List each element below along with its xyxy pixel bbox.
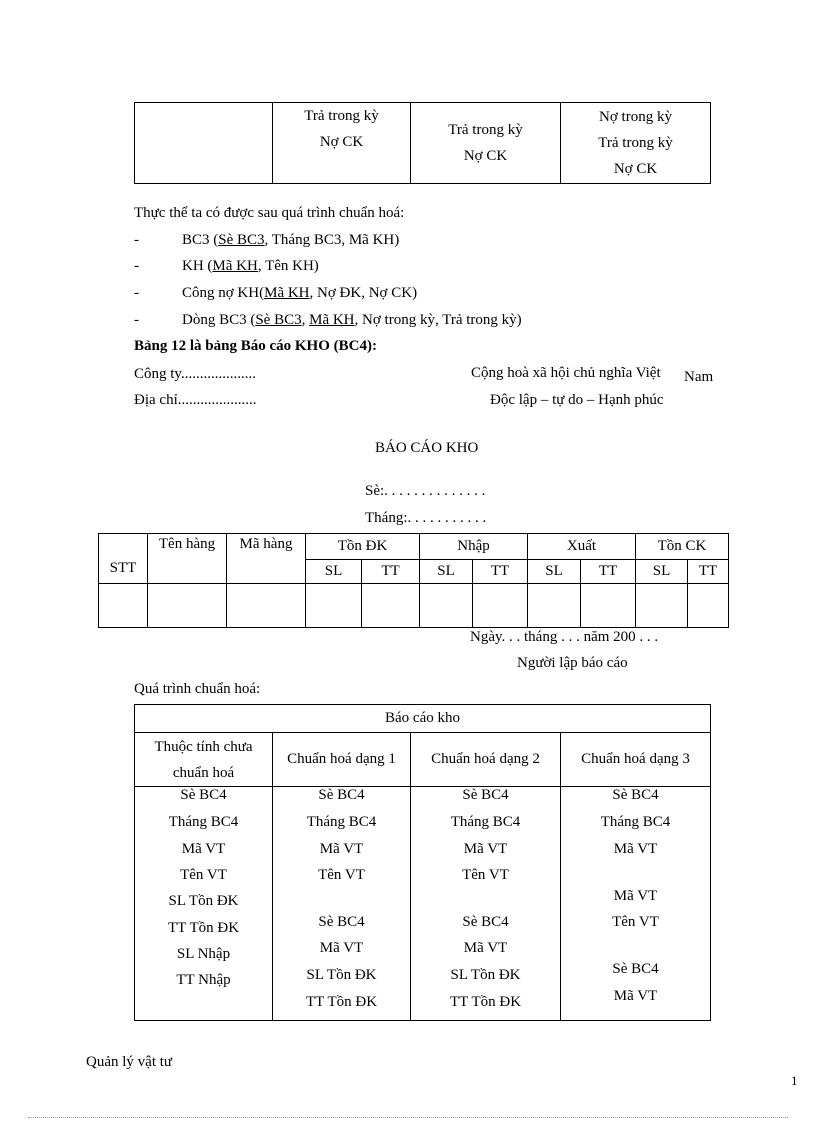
sub-tt bbox=[688, 560, 729, 584]
attr: Mã VT bbox=[613, 888, 658, 904]
entity-key: Mã KH bbox=[264, 285, 310, 301]
entity-text: , Tên KH) bbox=[257, 258, 319, 274]
col-xuat bbox=[528, 534, 636, 560]
bullet-dash: - bbox=[134, 312, 139, 328]
attr: Tên VT bbox=[318, 867, 365, 883]
header-1nf bbox=[273, 733, 411, 787]
sub-tt bbox=[473, 560, 528, 584]
col-label: TT bbox=[490, 563, 510, 579]
header-text: Thuộc tính chưa bbox=[154, 738, 253, 755]
top-table bbox=[134, 102, 711, 184]
col-ten-hang bbox=[148, 534, 227, 584]
cell-text: Trả trong kỳ bbox=[448, 122, 523, 138]
entity-cong-no-kh bbox=[182, 285, 417, 302]
attr: Tháng BC4 bbox=[168, 814, 239, 830]
empty-cell bbox=[473, 584, 528, 628]
address-line: Địa chỉ..................... bbox=[134, 392, 257, 408]
attr: SL Tồn ĐK bbox=[168, 893, 239, 909]
header-text: Chuẩn hoá dạng 2 bbox=[431, 751, 540, 767]
attr: TT Nhập bbox=[176, 972, 231, 988]
header-2nf bbox=[411, 733, 561, 787]
header-unnormalized bbox=[135, 733, 273, 787]
attr: TT Tồn ĐK bbox=[167, 920, 240, 936]
empty-cell bbox=[148, 584, 227, 628]
col-label: TT bbox=[381, 563, 400, 579]
page-bottom-border bbox=[28, 1117, 788, 1118]
attr: Mã VT bbox=[181, 841, 226, 857]
attr: Sè BC4 bbox=[462, 914, 509, 930]
empty-cell bbox=[420, 584, 473, 628]
attr: Tháng BC4 bbox=[450, 814, 521, 830]
col-nhap bbox=[420, 534, 528, 560]
attr: TT Tồn ĐK bbox=[305, 994, 378, 1010]
attr: Sè BC4 bbox=[180, 787, 227, 803]
attr: Sè BC4 bbox=[612, 961, 659, 977]
col-2nf bbox=[411, 787, 561, 1021]
entity-key: Mã KH bbox=[309, 312, 355, 328]
entity-text: BC3 ( bbox=[182, 232, 219, 248]
sub-sl bbox=[420, 560, 473, 584]
report-signer: Người lập báo cáo bbox=[517, 655, 628, 671]
attr: Tên VT bbox=[180, 867, 227, 883]
col-label: Tồn CK bbox=[657, 538, 707, 554]
entity-text: , Nợ trong kỳ, Trả trong kỳ) bbox=[354, 312, 522, 328]
sub-sl bbox=[528, 560, 581, 584]
bullet-dash: - bbox=[134, 258, 139, 274]
entity-bc3 bbox=[182, 232, 399, 249]
attr: Mã VT bbox=[319, 841, 364, 857]
col-label: SL bbox=[652, 563, 671, 579]
top-table-cell-4 bbox=[561, 103, 711, 184]
sub-tt bbox=[362, 560, 420, 584]
cell-text: Trả trong kỳ bbox=[598, 135, 673, 151]
bullet-dash: - bbox=[134, 285, 139, 301]
col-label: Tên hàng bbox=[158, 536, 216, 552]
entity-key: Sè BC3 bbox=[218, 232, 265, 248]
attr: SL Tồn ĐK bbox=[450, 967, 521, 983]
normalization-table bbox=[134, 704, 711, 1021]
attr: Mã VT bbox=[463, 940, 508, 956]
sub-tt bbox=[581, 560, 636, 584]
col-label: STT bbox=[109, 560, 137, 576]
empty-cell bbox=[688, 584, 729, 628]
attr: Sè BC4 bbox=[318, 914, 365, 930]
empty-cell bbox=[581, 584, 636, 628]
col-3nf bbox=[561, 787, 711, 1021]
national-title-end: Nam bbox=[684, 369, 714, 385]
col-ton-dk bbox=[306, 534, 420, 560]
report-date: Ngày. . . tháng . . . năm 200 . . . bbox=[470, 629, 659, 645]
header-text: Chuẩn hoá dạng 1 bbox=[287, 751, 396, 767]
top-table-cell-3 bbox=[411, 103, 561, 184]
report-table bbox=[98, 533, 729, 628]
report-title: BÁO CÁO KHO bbox=[375, 440, 479, 456]
empty-cell bbox=[528, 584, 581, 628]
empty-cell bbox=[227, 584, 306, 628]
col-ton-ck bbox=[636, 534, 729, 560]
top-table-cell-empty bbox=[135, 103, 273, 184]
section-heading: Bảng 12 là bảng Báo cáo KHO (BC4): bbox=[134, 338, 377, 354]
report-number: Sè:. . . . . . . . . . . . . . bbox=[365, 483, 486, 499]
entity-text: , Tháng BC3, Mã KH) bbox=[264, 232, 400, 248]
entity-text: Dòng BC3 ( bbox=[182, 312, 256, 328]
col-label: Mã hàng bbox=[239, 536, 293, 552]
col-label: Xuất bbox=[566, 538, 597, 554]
entity-key: Sè BC3 bbox=[255, 312, 302, 328]
attr: Tên VT bbox=[462, 867, 509, 883]
national-title: Cộng hoà xã hội chủ nghĩa Việt bbox=[471, 365, 661, 381]
entity-text: KH ( bbox=[182, 258, 213, 274]
footer-title: Quản lý vật tư bbox=[86, 1054, 173, 1070]
attr: TT Tồn ĐK bbox=[449, 994, 522, 1010]
entity-text: , Nợ ĐK, Nợ CK) bbox=[309, 285, 418, 301]
sub-sl bbox=[306, 560, 362, 584]
report-month: Tháng:. . . . . . . . . . . bbox=[365, 510, 487, 526]
attr: Sè BC4 bbox=[318, 787, 365, 803]
col-stt bbox=[99, 534, 148, 584]
col-label: TT bbox=[698, 563, 718, 579]
motto: Độc lập – tự do – Hạnh phúc bbox=[490, 392, 664, 408]
entity-text: Công nợ KH( bbox=[182, 285, 265, 301]
header-text: Chuẩn hoá dạng 3 bbox=[581, 751, 690, 767]
entity-key: Mã KH bbox=[212, 258, 258, 274]
empty-cell bbox=[362, 584, 420, 628]
col-1nf bbox=[273, 787, 411, 1021]
empty-cell bbox=[99, 584, 148, 628]
header-3nf bbox=[561, 733, 711, 787]
cell-text: Nợ CK bbox=[463, 148, 508, 164]
cell-text: Nợ trong kỳ bbox=[599, 109, 672, 125]
attr: Mã VT bbox=[463, 841, 508, 857]
attr: Tên VT bbox=[612, 914, 659, 930]
col-label: SL bbox=[324, 563, 343, 579]
bullet-dash: - bbox=[134, 232, 139, 248]
col-label: Nhập bbox=[457, 538, 490, 554]
header-text: chuẩn hoá bbox=[172, 764, 235, 781]
col-label: SL bbox=[545, 563, 563, 579]
col-ma-hang bbox=[227, 534, 306, 584]
entity-kh bbox=[182, 258, 319, 275]
col-label: SL bbox=[437, 563, 455, 579]
attr: Mã VT bbox=[319, 940, 364, 956]
cell-text: Nợ CK bbox=[319, 134, 364, 150]
entity-dong-bc3: Dòng BC3 (Sè BC3, Mã KH, Nợ trong kỳ, Trả trong kỳ) bbox=[182, 312, 522, 328]
sub-sl bbox=[636, 560, 688, 584]
attr: Sè BC4 bbox=[612, 787, 659, 803]
attr: Mã VT bbox=[613, 988, 658, 1004]
top-table-cell-2 bbox=[273, 103, 411, 184]
col-label: Tồn ĐK bbox=[337, 538, 388, 554]
attr: Mã VT bbox=[613, 841, 658, 857]
normalization-intro: Quá trình chuẩn hoá: bbox=[134, 681, 261, 697]
col-label: TT bbox=[598, 563, 618, 579]
col-unnormalized bbox=[135, 787, 273, 1021]
attr: Sè BC4 bbox=[462, 787, 509, 803]
empty-cell bbox=[306, 584, 362, 628]
table-title: Báo cáo kho bbox=[385, 710, 460, 726]
empty-cell bbox=[636, 584, 688, 628]
attr: Tháng BC4 bbox=[600, 814, 671, 830]
cell-text: Nợ CK bbox=[613, 161, 658, 177]
company-line: Công ty.................... bbox=[134, 366, 256, 382]
cell-text: Trả trong kỳ bbox=[304, 108, 379, 124]
attr: Tháng BC4 bbox=[306, 814, 377, 830]
attr: SL Nhập bbox=[176, 946, 231, 962]
normalization-title bbox=[135, 705, 711, 733]
attr: SL Tồn ĐK bbox=[306, 967, 377, 983]
entities-intro: Thực thể ta có được sau quá trình chuẩn hoá: bbox=[134, 205, 405, 221]
page-number: 1 bbox=[791, 1073, 798, 1088]
